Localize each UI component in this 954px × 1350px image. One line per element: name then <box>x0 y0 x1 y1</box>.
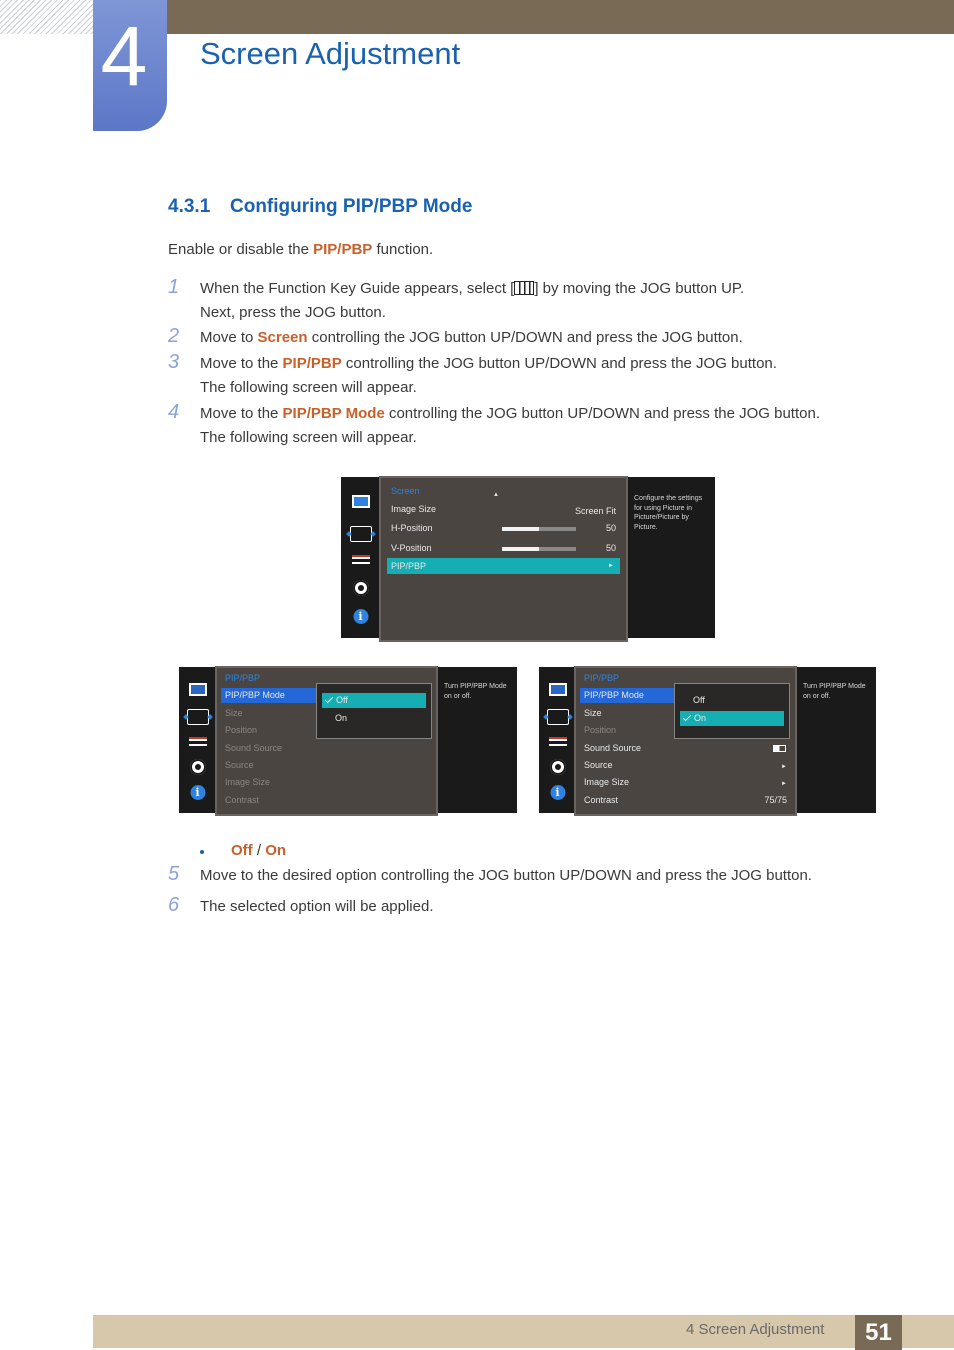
osd-row-label: PIP/PBP Mode <box>584 690 644 700</box>
osd-help-text: Turn PIP/PBP Mode on or off. <box>438 667 517 813</box>
osd-row-v-position[interactable]: V-Position <box>391 543 432 553</box>
osd-sidebar <box>539 667 576 813</box>
gear-icon <box>190 759 206 775</box>
step-text-line2: The following screen will appear. <box>200 379 417 396</box>
gear-icon <box>550 759 566 775</box>
step-number: 4 <box>168 401 180 423</box>
options-line <box>231 842 286 859</box>
osd-panel <box>215 666 438 816</box>
menu-list-icon <box>549 737 567 749</box>
step-number: 3 <box>168 351 180 373</box>
info-icon: i <box>550 785 565 800</box>
pip-mode-dropdown <box>674 683 790 739</box>
step-text: Move to the desired option controlling the JOG button UP/DOWN and press the JOG button. <box>200 867 812 884</box>
option-on-text: On <box>265 842 287 859</box>
osd-row-label: PIP/PBP <box>391 561 427 571</box>
step-highlight: Screen <box>257 329 308 346</box>
function-grid-icon <box>514 281 534 295</box>
intro-highlight: PIP/PBP <box>313 241 373 258</box>
monitor-icon <box>189 683 207 696</box>
osd-row-label: PIP/PBP Mode <box>225 690 285 700</box>
submenu-arrow-icon: ► <box>781 764 787 770</box>
sound-source-toggle[interactable] <box>773 745 786 752</box>
step-text-part: Move to <box>200 329 258 346</box>
intro-text <box>168 241 433 258</box>
option-text: Off <box>336 695 348 705</box>
option-on-label <box>683 713 706 723</box>
h-position-slider[interactable] <box>502 527 576 531</box>
step-text-part: controlling the JOG button UP/DOWN and press the JOG button. <box>341 355 777 372</box>
step-highlight: PIP/PBP Mode <box>282 405 385 422</box>
osd-title: PIP/PBP <box>225 673 261 683</box>
osd-row-image-size[interactable]: Image Size <box>584 777 630 787</box>
step-text-part: Move to the <box>200 405 283 422</box>
step-text <box>200 280 744 297</box>
step-number: 6 <box>168 894 180 916</box>
pip-mode-dropdown <box>316 683 432 739</box>
step-text <box>200 405 820 422</box>
option-off[interactable]: Off <box>693 695 705 705</box>
monitor-icon <box>352 495 370 508</box>
section-title: Configuring PIP/PBP Mode <box>230 196 473 217</box>
monitor-icon <box>549 683 567 696</box>
osd-title: Screen <box>391 486 420 496</box>
gear-icon <box>353 580 369 596</box>
position-icon <box>350 526 372 542</box>
step-number: 2 <box>168 325 180 347</box>
osd-row-position: Position <box>584 725 617 735</box>
option-off-text: Off <box>231 842 253 859</box>
v-position-slider[interactable] <box>502 547 576 551</box>
step-text-line2: Next, press the JOG button. <box>200 304 386 321</box>
step-text-part: controlling the JOG button UP/DOWN and press the JOG button. <box>384 405 820 422</box>
menu-list-icon <box>352 555 370 567</box>
option-off[interactable] <box>322 693 426 708</box>
step-highlight: PIP/PBP <box>282 355 342 372</box>
osd-help-text: Turn PIP/PBP Mode on or off. <box>797 667 876 813</box>
section-heading <box>168 196 472 218</box>
info-icon: i <box>190 785 205 800</box>
menu-list-icon <box>189 737 207 749</box>
osd-row-image-size[interactable]: Image Size <box>391 504 437 514</box>
osd-row-sound-source: Sound Source <box>225 743 283 753</box>
chapter-number: 4 <box>100 9 148 103</box>
header-hatch <box>0 0 93 34</box>
step-text-part: When the Function Key Guide appears, select [ <box>200 280 515 297</box>
osd-panel <box>574 666 797 816</box>
osd-row-contrast[interactable]: Contrast <box>584 795 619 805</box>
osd-row-image-size: Image Size <box>225 777 271 787</box>
osd-row-position: Position <box>225 725 258 735</box>
chapter-title: Screen Adjustment <box>200 36 461 71</box>
osd-panel <box>379 476 628 642</box>
step-number: 5 <box>168 863 180 885</box>
intro-after: function. <box>372 241 434 258</box>
osd-value-contrast: 75/75 <box>764 795 787 805</box>
option-on[interactable] <box>680 711 784 726</box>
step-text-part: Move to the <box>200 355 283 372</box>
submenu-arrow-icon: ► <box>608 563 614 569</box>
option-text: On <box>694 713 707 723</box>
osd-row-pip-pbp-mode[interactable] <box>221 688 317 703</box>
step-text: The selected option will be applied. <box>200 898 434 915</box>
step-text-line2: The following screen will appear. <box>200 429 417 446</box>
step-text <box>200 355 777 372</box>
scroll-up-arrow-icon: ▲ <box>493 492 499 498</box>
osd-title: PIP/PBP <box>584 673 620 683</box>
osd-row-size[interactable]: Size <box>584 708 602 718</box>
step-number: 1 <box>168 276 180 298</box>
osd-row-contrast: Contrast <box>225 795 260 805</box>
osd-row-size: Size <box>225 708 243 718</box>
page-number: 51 <box>855 1315 902 1350</box>
option-off-label <box>325 695 348 705</box>
option-on[interactable]: On <box>335 713 348 723</box>
position-icon <box>187 709 209 725</box>
info-icon: i <box>353 609 368 624</box>
submenu-arrow-icon: ► <box>781 781 787 787</box>
option-separator: / <box>252 842 266 859</box>
intro-before: Enable or disable the <box>168 241 314 258</box>
position-icon <box>547 709 569 725</box>
osd-row-sound-source[interactable]: Sound Source <box>584 743 642 753</box>
step-text-part: ] by moving the JOG button UP. <box>534 280 745 297</box>
osd-row-source[interactable]: Source <box>584 760 613 770</box>
osd-pip-menu-on <box>539 666 876 816</box>
section-number: 4.3.1 <box>168 196 211 217</box>
osd-row-source: Source <box>225 760 254 770</box>
step-text <box>200 329 743 346</box>
osd-row-pip-pbp-mode[interactable] <box>580 688 676 703</box>
header-bar <box>167 0 954 34</box>
osd-value-v-position: 50 <box>605 543 616 553</box>
osd-row-h-position[interactable]: H-Position <box>391 523 433 533</box>
osd-value-h-position: 50 <box>605 523 616 533</box>
bullet-dot <box>200 850 204 854</box>
checkmark-icon <box>325 695 333 703</box>
footer-bar <box>93 1315 954 1348</box>
osd-sidebar <box>179 667 216 813</box>
osd-row-pip-pbp[interactable] <box>387 558 620 574</box>
osd-value-image-size: Screen Fit <box>574 506 616 516</box>
footer-text: 4 Screen Adjustment <box>686 1321 825 1338</box>
checkmark-icon <box>683 713 691 721</box>
osd-screen-menu <box>341 476 715 642</box>
step-text-part: controlling the JOG button UP/DOWN and press the JOG button. <box>307 329 743 346</box>
osd-pip-menu-off <box>179 666 517 816</box>
osd-help-text: Configure the settings for using Picture in Picture/Picture by Picture. <box>628 477 715 638</box>
osd-sidebar <box>341 477 380 638</box>
